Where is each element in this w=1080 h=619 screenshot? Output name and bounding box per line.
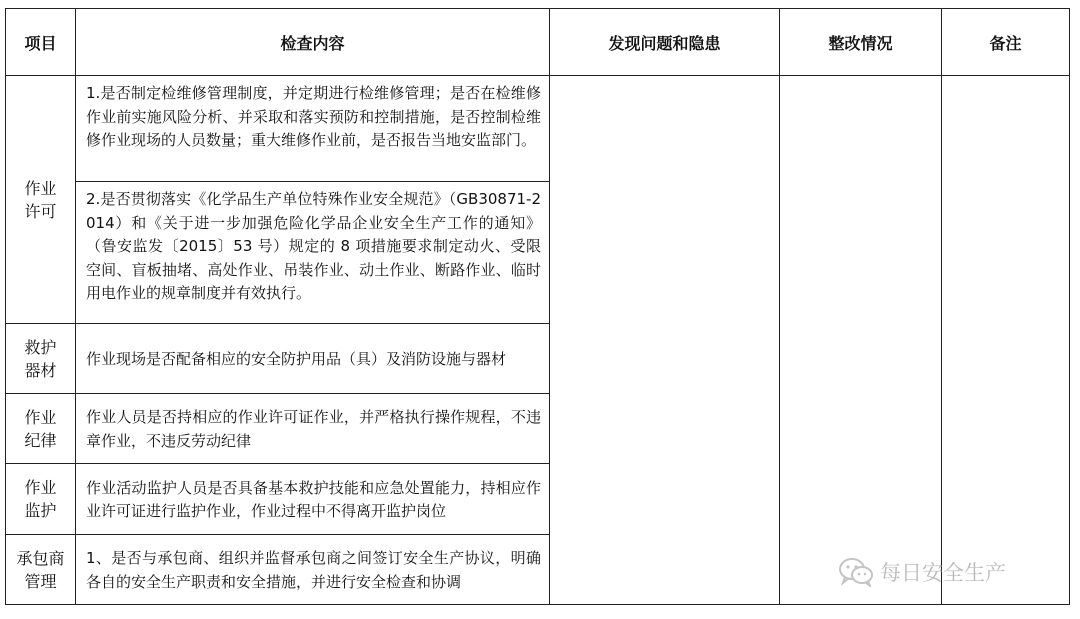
header-item: 项目	[6, 9, 76, 76]
item-permit: 作业许可	[6, 76, 76, 324]
header-content: 检查内容	[76, 9, 550, 76]
inspection-table	[5, 8, 1070, 605]
content-permit-2: 2.是否贯彻落实《化学品生产单位特殊作业安全规范》（GB30871-2014）和《关于进一步加强危险化学品企业安全生产工作的通知》（鲁安监发〔2015〕53 号）规定的 8 项措施要求制定动火、受限空间、盲板抽堵、高处作业、吊装作业、动土作业、断路作业、临时用电作业的规章制度并有效执行。	[76, 182, 550, 324]
issues-cell	[550, 76, 780, 605]
wechat-icon	[838, 557, 874, 587]
rectification-cell	[780, 76, 942, 605]
item-supervision: 作业监护	[6, 464, 76, 535]
content-rescue: 作业现场是否配备相应的安全防护用品（具）及消防设施与器材	[76, 324, 550, 394]
header-remarks: 备注	[942, 9, 1070, 76]
watermark-text: 每日安全生产	[880, 561, 1006, 585]
header-row	[6, 9, 1070, 76]
watermark	[838, 557, 1006, 587]
header-issues: 发现问题和隐患	[550, 9, 780, 76]
table-row	[6, 76, 1070, 182]
content-contractor: 1、是否与承包商、组织并监督承包商之间签订安全生产协议，明确各自的安全生产职责和安全措施，并进行安全检查和协调	[76, 535, 550, 605]
content-permit-1: 1.是否制定检维修管理制度，并定期进行检维修管理；是否在检维修作业前实施风险分析、并采取和落实预防和控制措施，是否控制检维修作业现场的人员数量；重大维修作业前，是否报告当地安监部门。	[76, 76, 550, 182]
item-rescue: 救护器材	[6, 324, 76, 394]
content-discipline: 作业人员是否持相应的作业许可证作业，并严格执行操作规程，不违章作业，不违反劳动纪律	[76, 394, 550, 464]
content-supervision: 作业活动监护人员是否具备基本救护技能和应急处置能力，持相应作业许可证进行监护作业，作业过程中不得离开监护岗位	[76, 464, 550, 535]
remarks-cell	[942, 76, 1070, 605]
header-rectification: 整改情况	[780, 9, 942, 76]
item-contractor: 承包商管理	[6, 535, 76, 605]
item-discipline: 作业纪律	[6, 394, 76, 464]
